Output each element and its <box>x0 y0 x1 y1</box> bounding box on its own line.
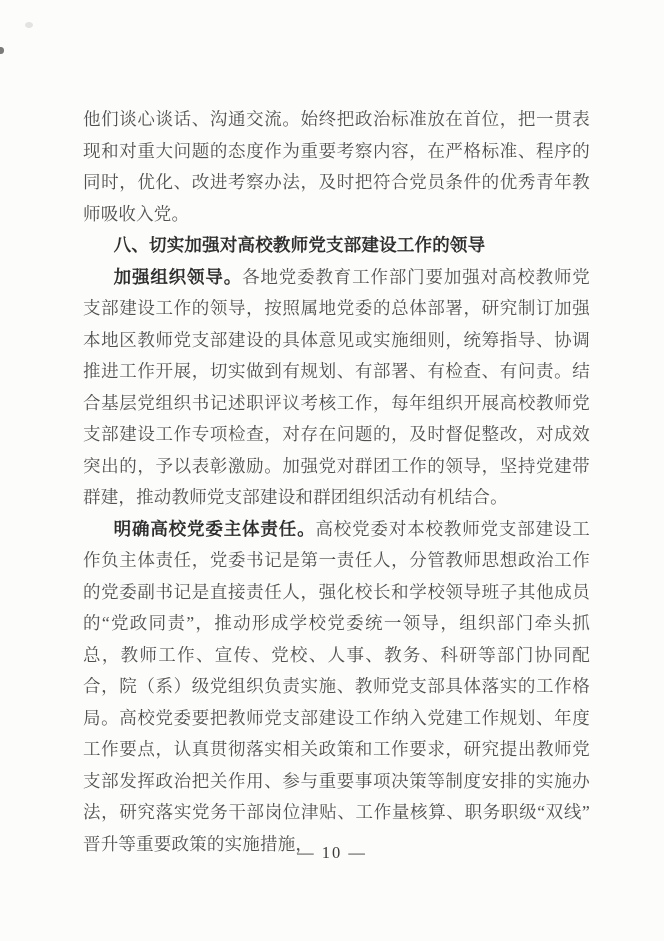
paragraph-continuation: 他们谈心谈话、沟通交流。始终把政治标准放在首位，把一贯表现和对重大问题的态度作为重要考察内容，在严格标准、程序的同时，优化、改进考察办法，及时把符合党员条件的优秀青年教师吸收入党。 <box>83 109 590 224</box>
paragraph <box>83 514 590 861</box>
page-number: — 10 — <box>297 843 367 862</box>
paragraph <box>83 262 590 514</box>
paragraph-text: 高校党委对本校教师党支部建设工作负主体责任，党委书记是第一责任人，分管教师思想政治工作的党委副书记是直接责任人，强化校长和学校领导班子其他成员的“党政同责”，推动形成学校党委统一领导，组织部门牵头抓总，教师工作、宣传、党校、人事、教务、科研等部门协同配合，院（系）级党组织负责实施、教师党支部具体落实的工作格局。高校党委要把教师党支部建设工作纳入党建工作规划、年度工作要点，认真贯彻落实相关政策和工作要求，研究提出教师党支部发挥政治把关作用、参与重要事项决策等制度安排的实施办法，研究落实党务干部岗位津贴、工作量核算、职务职级“双线”晋升等重要政策的实施措施， <box>83 518 591 854</box>
paragraph-lead: 明确高校党委主体责任。 <box>113 518 316 539</box>
scan-speck <box>25 22 33 28</box>
scan-speck <box>0 47 4 54</box>
paragraph-lead: 加强组织领导。 <box>113 266 243 287</box>
section-heading: 八、切实加强对高校教师党支部建设工作的领导 <box>113 235 486 255</box>
page-footer <box>0 843 664 863</box>
paragraph-text: 各地党委教育工作部门要加强对高校教师党支部建设工作的领导，按照属地党委的总体部署，研究制订加强本地区教师党支部建设的具体意见或实施细则，统筹指导、协调推进工作开展，切实做到有规划、有部署、有检查、有问责。结合基层党组织书记述职评议考核工作，每年组织开展高校教师党支部建设工作专项检查，对存在问题的，及时督促整改，对成效突出的，予以表彰激励。加强党对群团工作的领导，坚持党建带群建，推动教师党支部建设和群团组织活动有机结合。 <box>83 266 590 507</box>
document-body <box>83 104 590 860</box>
